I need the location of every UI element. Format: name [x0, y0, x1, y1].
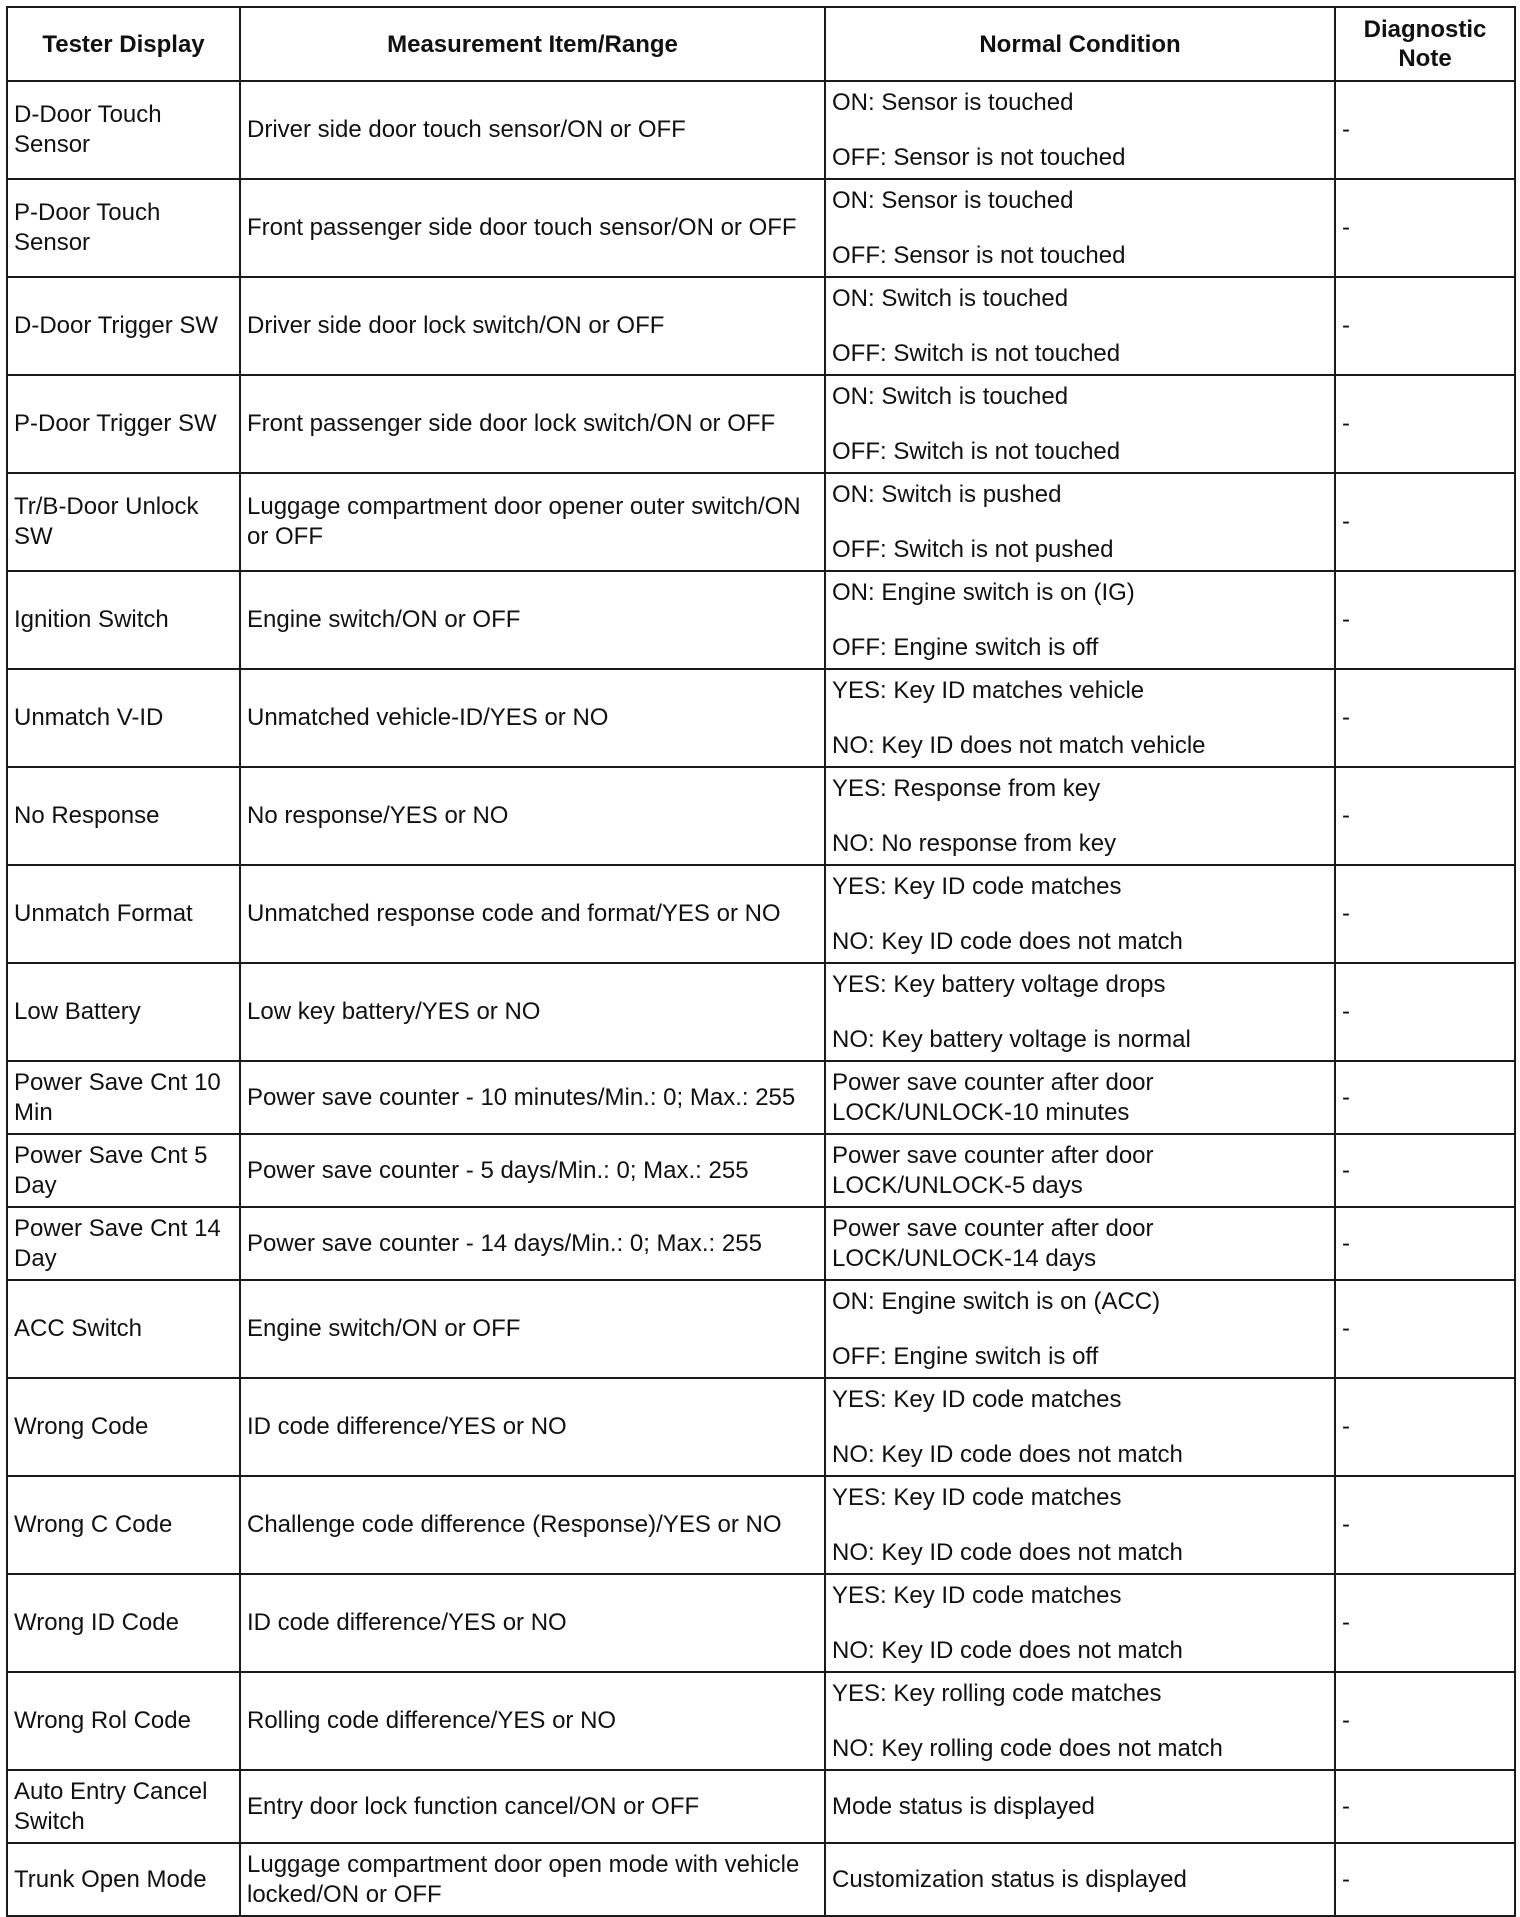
- cell-normal-condition: [825, 1280, 1335, 1378]
- cell-measurement: Entry door lock function cancel/ON or OFF: [240, 1770, 825, 1843]
- cell-measurement: Power save counter - 5 days/Min.: 0; Max.: 255: [240, 1134, 825, 1207]
- cell-normal-condition: [825, 81, 1335, 179]
- cell-tester-display: Ignition Switch: [7, 571, 240, 669]
- condition-line-1: ON: Switch is touched: [832, 284, 1069, 312]
- cell-tester-display: Unmatch V-ID: [7, 669, 240, 767]
- cell-tester-display: D-Door Trigger SW: [7, 277, 240, 375]
- cell-normal-condition: [825, 963, 1335, 1061]
- condition-line-2: OFF: Engine switch is off: [832, 633, 1099, 661]
- cell-measurement: Engine switch/ON or OFF: [240, 1280, 825, 1378]
- condition-line-2: NO: Key ID code does not match: [832, 1440, 1183, 1468]
- cell-tester-display: D-Door Touch Sensor: [7, 81, 240, 179]
- condition-line-2: OFF: Sensor is not touched: [832, 241, 1126, 269]
- cell-diagnostic-note: -: [1335, 1061, 1515, 1134]
- data-monitor-table: [6, 6, 1516, 1917]
- cell-normal-condition: [825, 571, 1335, 669]
- condition-line-2: NO: No response from key: [832, 829, 1117, 857]
- condition-line-2: NO: Key ID code does not match: [832, 927, 1183, 955]
- cell-normal-condition: Power save counter after door LOCK/UNLOCK-14 days: [825, 1207, 1335, 1280]
- condition-line-1: ON: Sensor is touched: [832, 88, 1074, 116]
- cell-diagnostic-note: -: [1335, 1134, 1515, 1207]
- table-row: [7, 767, 1515, 865]
- cell-tester-display: Trunk Open Mode: [7, 1843, 240, 1916]
- table-body: [7, 81, 1515, 1916]
- cell-diagnostic-note: -: [1335, 1672, 1515, 1770]
- table-row: [7, 1476, 1515, 1574]
- cell-measurement: Power save counter - 10 minutes/Min.: 0; Max.: 255: [240, 1061, 825, 1134]
- condition-line-1: ON: Sensor is touched: [832, 186, 1074, 214]
- cell-normal-condition: [825, 1378, 1335, 1476]
- condition-line-1: YES: Key ID code matches: [832, 1581, 1122, 1609]
- cell-measurement: Low key battery/YES or NO: [240, 963, 825, 1061]
- cell-diagnostic-note: -: [1335, 571, 1515, 669]
- cell-normal-condition: [825, 865, 1335, 963]
- cell-diagnostic-note: -: [1335, 1574, 1515, 1672]
- condition-line-1: ON: Switch is touched: [832, 382, 1069, 410]
- cell-diagnostic-note: -: [1335, 1770, 1515, 1843]
- cell-diagnostic-note: -: [1335, 375, 1515, 473]
- table-row: [7, 473, 1515, 571]
- cell-tester-display: P-Door Touch Sensor: [7, 179, 240, 277]
- condition-line-1: ON: Engine switch is on (ACC): [832, 1287, 1161, 1315]
- condition-line-2: OFF: Switch is not touched: [832, 339, 1121, 367]
- cell-tester-display: Tr/B-Door Unlock SW: [7, 473, 240, 571]
- condition-line-1: YES: Key ID matches vehicle: [832, 676, 1145, 704]
- table-row: [7, 277, 1515, 375]
- table-row: [7, 179, 1515, 277]
- condition-line-1: YES: Key rolling code matches: [832, 1679, 1162, 1707]
- cell-measurement: Front passenger side door lock switch/ON or OFF: [240, 375, 825, 473]
- cell-measurement: Unmatched response code and format/YES or NO: [240, 865, 825, 963]
- header-tester-display: Tester Display: [7, 7, 240, 81]
- table-row: [7, 1061, 1515, 1134]
- cell-normal-condition: Power save counter after door LOCK/UNLOCK-5 days: [825, 1134, 1335, 1207]
- table-row: [7, 81, 1515, 179]
- cell-normal-condition: [825, 1672, 1335, 1770]
- cell-measurement: Luggage compartment door opener outer switch/ON or OFF: [240, 473, 825, 571]
- header-diagnostic-note: Diagnostic Note: [1335, 7, 1515, 81]
- condition-line-2: NO: Key ID code does not match: [832, 1538, 1183, 1566]
- cell-measurement: Luggage compartment door open mode with vehicle locked/ON or OFF: [240, 1843, 825, 1916]
- condition-line-2: OFF: Switch is not pushed: [832, 535, 1114, 563]
- cell-diagnostic-note: -: [1335, 277, 1515, 375]
- cell-normal-condition: [825, 473, 1335, 571]
- table-row: [7, 865, 1515, 963]
- cell-normal-condition: [825, 375, 1335, 473]
- cell-tester-display: ACC Switch: [7, 1280, 240, 1378]
- cell-tester-display: Unmatch Format: [7, 865, 240, 963]
- condition-line-2: OFF: Switch is not touched: [832, 437, 1121, 465]
- cell-measurement: Rolling code difference/YES or NO: [240, 1672, 825, 1770]
- condition-line-1: YES: Key ID code matches: [832, 1385, 1122, 1413]
- cell-diagnostic-note: -: [1335, 669, 1515, 767]
- cell-diagnostic-note: -: [1335, 179, 1515, 277]
- table-header-row: [7, 7, 1515, 81]
- cell-tester-display: Auto Entry Cancel Switch: [7, 1770, 240, 1843]
- condition-line-1: YES: Response from key: [832, 774, 1101, 802]
- table-row: [7, 1574, 1515, 1672]
- table-row: [7, 1134, 1515, 1207]
- cell-tester-display: Wrong C Code: [7, 1476, 240, 1574]
- condition-line-1: ON: Switch is pushed: [832, 480, 1062, 508]
- table-row: [7, 1280, 1515, 1378]
- cell-diagnostic-note: -: [1335, 767, 1515, 865]
- condition-line-1: YES: Key ID code matches: [832, 872, 1122, 900]
- cell-measurement: Driver side door touch sensor/ON or OFF: [240, 81, 825, 179]
- cell-normal-condition: [825, 1476, 1335, 1574]
- cell-diagnostic-note: -: [1335, 1843, 1515, 1916]
- cell-measurement: Engine switch/ON or OFF: [240, 571, 825, 669]
- cell-normal-condition: Customization status is displayed: [825, 1843, 1335, 1916]
- cell-normal-condition: [825, 767, 1335, 865]
- cell-normal-condition: [825, 277, 1335, 375]
- cell-diagnostic-note: -: [1335, 963, 1515, 1061]
- cell-tester-display: Wrong Code: [7, 1378, 240, 1476]
- table-row: [7, 375, 1515, 473]
- table-row: [7, 1843, 1515, 1916]
- condition-line-2: NO: Key rolling code does not match: [832, 1734, 1223, 1762]
- table-row: [7, 1770, 1515, 1843]
- cell-diagnostic-note: -: [1335, 1207, 1515, 1280]
- cell-diagnostic-note: -: [1335, 865, 1515, 963]
- cell-measurement: No response/YES or NO: [240, 767, 825, 865]
- cell-measurement: Unmatched vehicle-ID/YES or NO: [240, 669, 825, 767]
- cell-measurement: Power save counter - 14 days/Min.: 0; Max.: 255: [240, 1207, 825, 1280]
- cell-diagnostic-note: -: [1335, 473, 1515, 571]
- cell-diagnostic-note: -: [1335, 1378, 1515, 1476]
- cell-measurement: Challenge code difference (Response)/YES or NO: [240, 1476, 825, 1574]
- cell-measurement: Front passenger side door touch sensor/ON or OFF: [240, 179, 825, 277]
- table-row: [7, 1378, 1515, 1476]
- table-row: [7, 571, 1515, 669]
- cell-tester-display: No Response: [7, 767, 240, 865]
- cell-tester-display: Low Battery: [7, 963, 240, 1061]
- table-row: [7, 1207, 1515, 1280]
- condition-line-2: NO: Key ID code does not match: [832, 1636, 1183, 1664]
- cell-measurement: ID code difference/YES or NO: [240, 1574, 825, 1672]
- cell-tester-display: Power Save Cnt 10 Min: [7, 1061, 240, 1134]
- header-normal-condition: Normal Condition: [825, 7, 1335, 81]
- data-monitor-table-sheet: [6, 6, 1514, 1908]
- cell-tester-display: Power Save Cnt 14 Day: [7, 1207, 240, 1280]
- cell-tester-display: Wrong ID Code: [7, 1574, 240, 1672]
- cell-measurement: Driver side door lock switch/ON or OFF: [240, 277, 825, 375]
- table-row: [7, 669, 1515, 767]
- condition-line-2: NO: Key battery voltage is normal: [832, 1025, 1191, 1053]
- cell-normal-condition: Mode status is displayed: [825, 1770, 1335, 1843]
- condition-line-2: NO: Key ID does not match vehicle: [832, 731, 1206, 759]
- cell-measurement: ID code difference/YES or NO: [240, 1378, 825, 1476]
- condition-line-1: YES: Key battery voltage drops: [832, 970, 1166, 998]
- cell-tester-display: Wrong Rol Code: [7, 1672, 240, 1770]
- cell-tester-display: P-Door Trigger SW: [7, 375, 240, 473]
- table-row: [7, 1672, 1515, 1770]
- condition-line-2: OFF: Engine switch is off: [832, 1342, 1099, 1370]
- cell-diagnostic-note: -: [1335, 81, 1515, 179]
- condition-line-1: YES: Key ID code matches: [832, 1483, 1122, 1511]
- cell-normal-condition: [825, 179, 1335, 277]
- cell-normal-condition: [825, 1574, 1335, 1672]
- cell-normal-condition: Power save counter after door LOCK/UNLOCK-10 minutes: [825, 1061, 1335, 1134]
- condition-line-1: ON: Engine switch is on (IG): [832, 578, 1135, 606]
- cell-diagnostic-note: -: [1335, 1280, 1515, 1378]
- cell-normal-condition: [825, 669, 1335, 767]
- condition-line-2: OFF: Sensor is not touched: [832, 143, 1126, 171]
- header-measurement-item-range: Measurement Item/Range: [240, 7, 825, 81]
- cell-tester-display: Power Save Cnt 5 Day: [7, 1134, 240, 1207]
- cell-diagnostic-note: -: [1335, 1476, 1515, 1574]
- table-row: [7, 963, 1515, 1061]
